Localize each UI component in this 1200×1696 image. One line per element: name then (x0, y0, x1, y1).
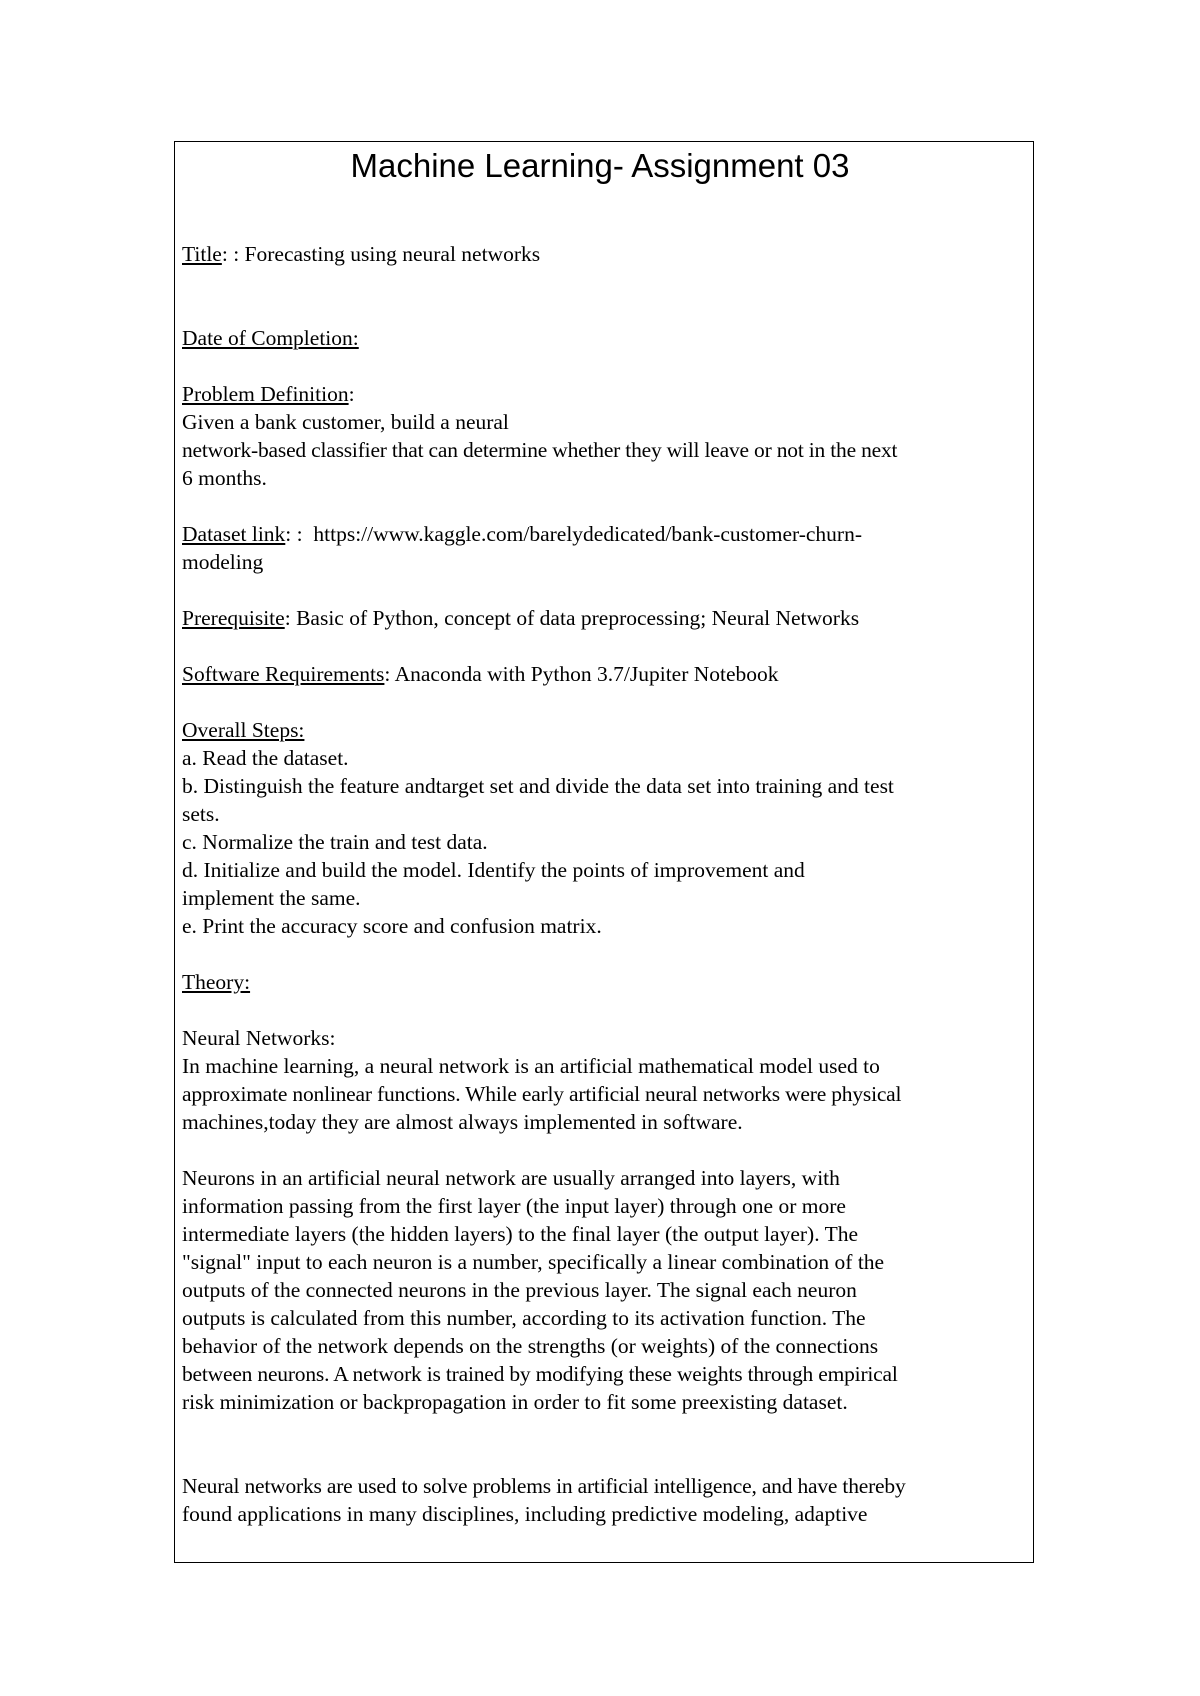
theory-line: information passing from the first layer (the input layer) through one or more (182, 1194, 846, 1218)
software-value: Anaconda with Python 3.7/Jupiter Notebook (394, 662, 779, 686)
theory-line: In machine learning, a neural network is an artificial mathematical model used to (182, 1054, 880, 1078)
date-label: Date of Completion: (182, 326, 359, 350)
step-item: e. Print the accuracy score and confusion matrix. (182, 914, 602, 938)
problem-label: Problem Definition (182, 382, 349, 406)
step-item: c. Normalize the train and test data. (182, 830, 488, 854)
theory-line: between neurons. A network is trained by modifying these weights through empirical (182, 1362, 898, 1386)
title-label: Title (182, 242, 222, 266)
problem-line: Given a bank customer, build a neural (182, 410, 509, 434)
title-line (182, 240, 1024, 268)
prerequisite-value: Basic of Python, concept of data preprocessing; Neural Networks (296, 606, 860, 630)
step-item: b. Distinguish the feature andtarget set and divide the data set into training and test (182, 774, 894, 798)
problem-line: network-based classifier that can determine whether they will leave or not in the next (182, 438, 898, 462)
theory-line: approximate nonlinear functions. While early artificial neural networks were physical (182, 1082, 902, 1106)
theory-subheading: Neural Networks: (182, 1026, 336, 1050)
dataset-url: https://www.kaggle.com/barelydedicated/bank-customer-churn- (313, 522, 863, 546)
dataset-line (182, 520, 1024, 548)
steps-heading (182, 716, 1024, 744)
prerequisite-sep: : (284, 606, 297, 630)
dataset-sep: : : (285, 522, 314, 546)
dataset-url-cont: modeling (182, 550, 264, 574)
step-item: implement the same. (182, 886, 361, 910)
theory-line: found applications in many disciplines, including predictive modeling, adaptive (182, 1502, 868, 1526)
theory-line: behavior of the network depends on the strengths (or weights) of the connections (182, 1334, 879, 1358)
step-item: d. Initialize and build the model. Identify the points of improvement and (182, 858, 805, 882)
prerequisite-line (182, 604, 1024, 632)
step-item: a. Read the dataset. (182, 746, 349, 770)
theory-line: "signal" input to each neuron is a number, specifically a linear combination of the (182, 1250, 885, 1274)
theory-line: machines,today they are almost always implemented in software. (182, 1110, 743, 1134)
problem-sep: : (348, 382, 355, 406)
software-line (182, 660, 1024, 688)
steps-label: Overall Steps: (182, 718, 305, 742)
page-title: Machine Learning- Assignment 03 (350, 147, 850, 184)
problem-heading (182, 380, 1024, 408)
theory-line: Neural networks are used to solve problems in artificial intelligence, and have thereby (182, 1474, 906, 1498)
title-value: Forecasting using neural networks (244, 242, 541, 266)
prerequisite-label: Prerequisite (182, 606, 285, 630)
theory-line: risk minimization or backpropagation in order to fit some preexisting dataset. (182, 1390, 848, 1414)
theory-label: Theory: (182, 970, 251, 994)
document-body (182, 240, 1024, 1528)
theory-line: outputs is calculated from this number, according to its activation function. The (182, 1306, 866, 1330)
software-label: Software Requirements (182, 662, 385, 686)
title-sep: : : (221, 242, 245, 266)
date-line (182, 324, 1024, 352)
dataset-label: Dataset link (182, 522, 286, 546)
software-sep: : (384, 662, 395, 686)
problem-line: 6 months. (182, 466, 267, 490)
step-item: sets. (182, 802, 220, 826)
theory-line: intermediate layers (the hidden layers) to the final layer (the output layer). The (182, 1222, 858, 1246)
theory-line: outputs of the connected neurons in the previous layer. The signal each neuron (182, 1278, 857, 1302)
theory-line: Neurons in an artificial neural network are usually arranged into layers, with (182, 1166, 840, 1190)
theory-heading (182, 968, 1024, 996)
